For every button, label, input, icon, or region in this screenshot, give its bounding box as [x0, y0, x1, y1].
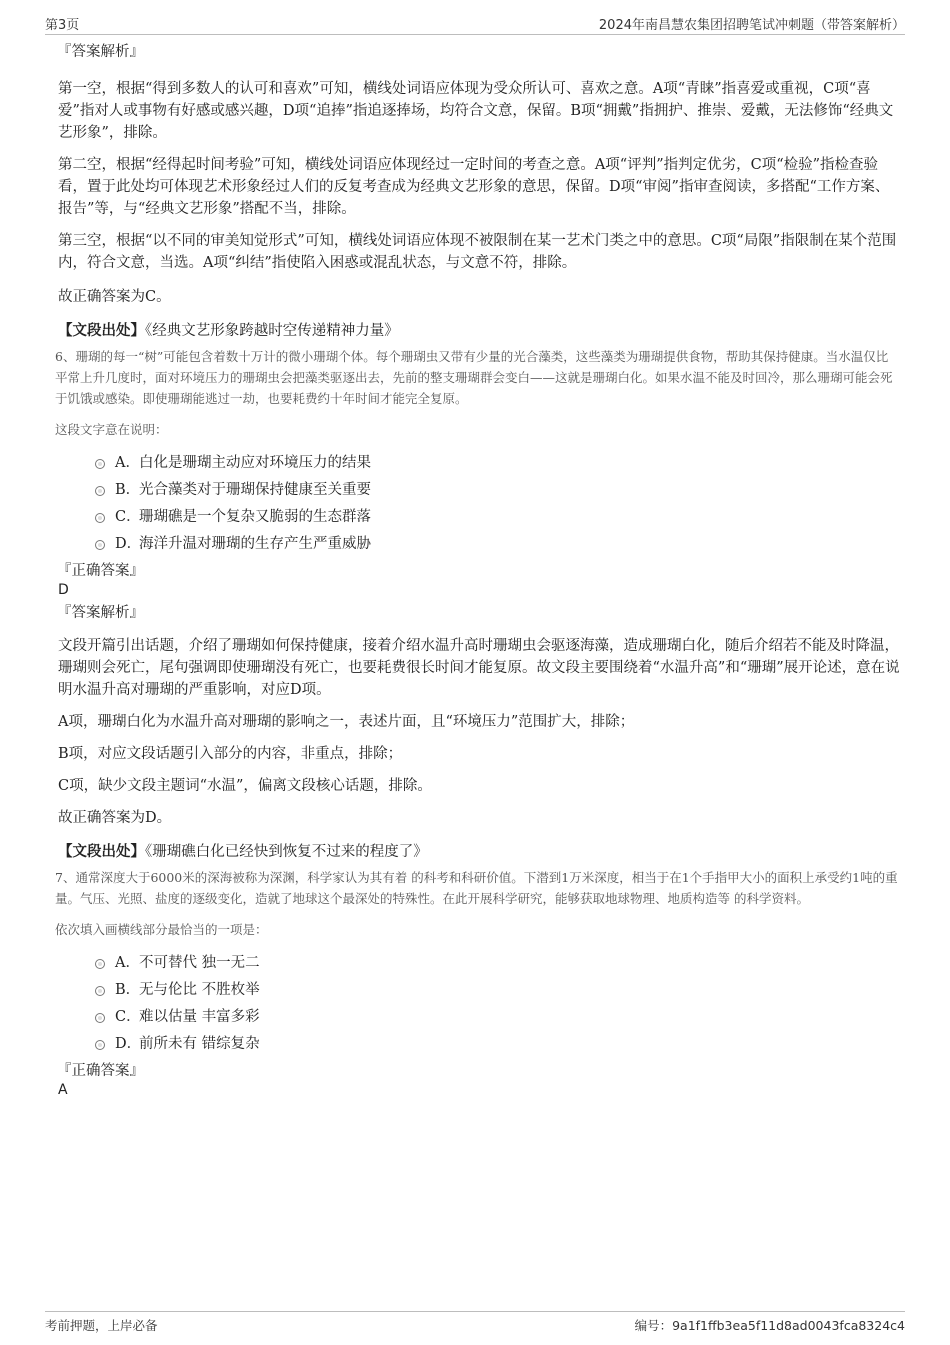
radio-icon[interactable] [95, 1013, 105, 1023]
page-header [45, 12, 905, 35]
document-title: 2024年南昌慧农集团招聘笔试冲刺题（带答案解析） [598, 18, 905, 33]
q6-analysis-para-4: C项，缺少文段主题词“水温”，偏离文段核心话题，排除。 [58, 778, 432, 794]
q7-correct-label: 『正确答案』 [57, 1063, 144, 1079]
q5-analysis-para-1: 第一空，根据“得到多数人的认可和喜欢”可知，横线处词语应体现为受众所认可、喜欢之意。A项“青睐”指喜爱或重视，C项“喜爱”指对人或事物有好感或感兴趣，D项“追捧”指追逐捧场，均符合文意，保留。B项“拥戴”指拥护、推崇、爱戴，无法修饰“经典文艺形象”，排除。 [58, 81, 894, 141]
q7-prompt: 依次填入画横线部分最恰当的一项是： [55, 922, 268, 937]
radio-icon[interactable] [95, 459, 105, 469]
q5-source-text: 《经典文艺形象跨越时空传递精神力量》 [145, 323, 399, 339]
q6-analysis-label: 『答案解析』 [57, 605, 144, 621]
q6-source [58, 841, 900, 863]
q6-source-tag: 【文段出处】 [58, 843, 145, 860]
q5-analysis-label: 『答案解析』 [57, 44, 144, 60]
q6-conclusion: 故正确答案为D。 [58, 810, 172, 826]
radio-icon[interactable] [95, 959, 105, 969]
q5-analysis-para-2: 第二空，根据“经得起时间考验”可知，横线处词语应体现经过一定时间的考查之意。A项“评判”指判定优劣，C项“检验”指检查验看，置于此处均可体现艺术形象经过人们的反复考查成为经典文艺形象的意思，保留。D项“审阅”指审查阅读，多搭配“工作方案、报告”等，与“经典文艺形象”搭配不当，排除。 [58, 157, 890, 217]
q6-analysis-para-3: B项，对应文段话题引入部分的内容，非重点，排除； [58, 746, 403, 762]
page-footer [45, 1311, 905, 1336]
q6-analysis-para-2: A项，珊瑚白化为水温升高对珊瑚的影响之一，表述片面，且“环境压力”范围扩大，排除； [58, 714, 635, 730]
q6-correct-label: 『正确答案』 [57, 563, 144, 579]
q6-option-a[interactable]: A．白化是珊瑚主动应对环境压力的结果 [95, 450, 900, 476]
q6-option-c[interactable]: C．珊瑚礁是一个复杂又脆弱的生态群落 [95, 504, 900, 530]
q6-source-text: 《珊瑚礁白化已经快到恢复不过来的程度了》 [145, 844, 428, 860]
q5-analysis-para-3: 第三空，根据“以不同的审美知觉形式”可知，横线处词语应体现不被限制在某一艺术门类之中的意思。C项“局限”指限制在某个范围内，符合文意，当选。A项“纠结”指使陷入困惑或混乱状态，与文意不符，排除。 [58, 233, 897, 271]
q6-options [95, 450, 900, 557]
radio-icon[interactable] [95, 986, 105, 996]
q5-source-tag: 【文段出处】 [58, 322, 145, 339]
radio-icon[interactable] [95, 486, 105, 496]
q7-stem: 7、通常深度大于6000米的深海被称为深渊，科学家认为其有着 的科考和科研价值。下潜到1万米深度，相当于在1个手指甲大小的面积上承受约1吨的重量。气压、光照、盐度的逐级变化，造就了地球这个最深处的特殊性。在此开展科学研究，能够获取地球物理、地质构造等 的科学资料。 [55, 870, 898, 906]
q5-conclusion: 故正确答案为C。 [58, 289, 171, 305]
q6-option-d[interactable]: D．海洋升温对珊瑚的生存产生严重威胁 [95, 531, 900, 557]
footer-slogan: 考前押题，上岸必备 [45, 1318, 158, 1333]
radio-icon[interactable] [95, 540, 105, 550]
q7-correct-answer: A [58, 1082, 68, 1098]
q6-correct-answer: D [58, 582, 69, 598]
radio-icon[interactable] [95, 513, 105, 523]
q6-prompt: 这段文字意在说明： [55, 422, 168, 437]
radio-icon[interactable] [95, 1040, 105, 1050]
q7-option-d[interactable]: D．前所未有 错综复杂 [95, 1031, 900, 1057]
q7-option-a[interactable]: A．不可替代 独一无二 [95, 950, 900, 976]
document-id: 编号：9a1f1ffb3ea5f11d8ad0043fca8324c4 [634, 1318, 905, 1333]
page-number: 第3页 [45, 18, 80, 33]
q7-options [95, 950, 900, 1057]
q5-source [58, 320, 900, 342]
q6-analysis-para-1: 文段开篇引出话题，介绍了珊瑚如何保持健康，接着介绍水温升高时珊瑚虫会驱逐海藻，造成珊瑚白化，随后介绍若不能及时降温，珊瑚则会死亡，尾句强调即使珊瑚没有死亡，也要耗费很长时间才能复原。故文段主要围绕着“水温升高”和“珊瑚”展开论述，意在说明水温升高对珊瑚的严重影响，对应D项。 [58, 638, 900, 698]
q6-option-b[interactable]: B．光合藻类对于珊瑚保持健康至关重要 [95, 477, 900, 503]
q7-option-c[interactable]: C．难以估量 丰富多彩 [95, 1004, 900, 1030]
document-body [55, 42, 900, 1099]
q7-option-b[interactable]: B．无与伦比 不胜枚举 [95, 977, 900, 1003]
q6-stem: 6、珊瑚的每一“树”可能包含着数十万计的微小珊瑚个体。每个珊瑚虫又带有少量的光合藻类，这些藻类为珊瑚提供食物，帮助其保持健康。当水温仅比平常上升几度时，面对环境压力的珊瑚虫会把藻类驱逐出去，先前的整支珊瑚群会变白——这就是珊瑚白化。如果水温不能及时回冷，那么珊瑚可能会死于饥饿或感染。即使珊瑚能逃过一劫，也要耗费约十年时间才能完全复原。 [55, 349, 893, 406]
